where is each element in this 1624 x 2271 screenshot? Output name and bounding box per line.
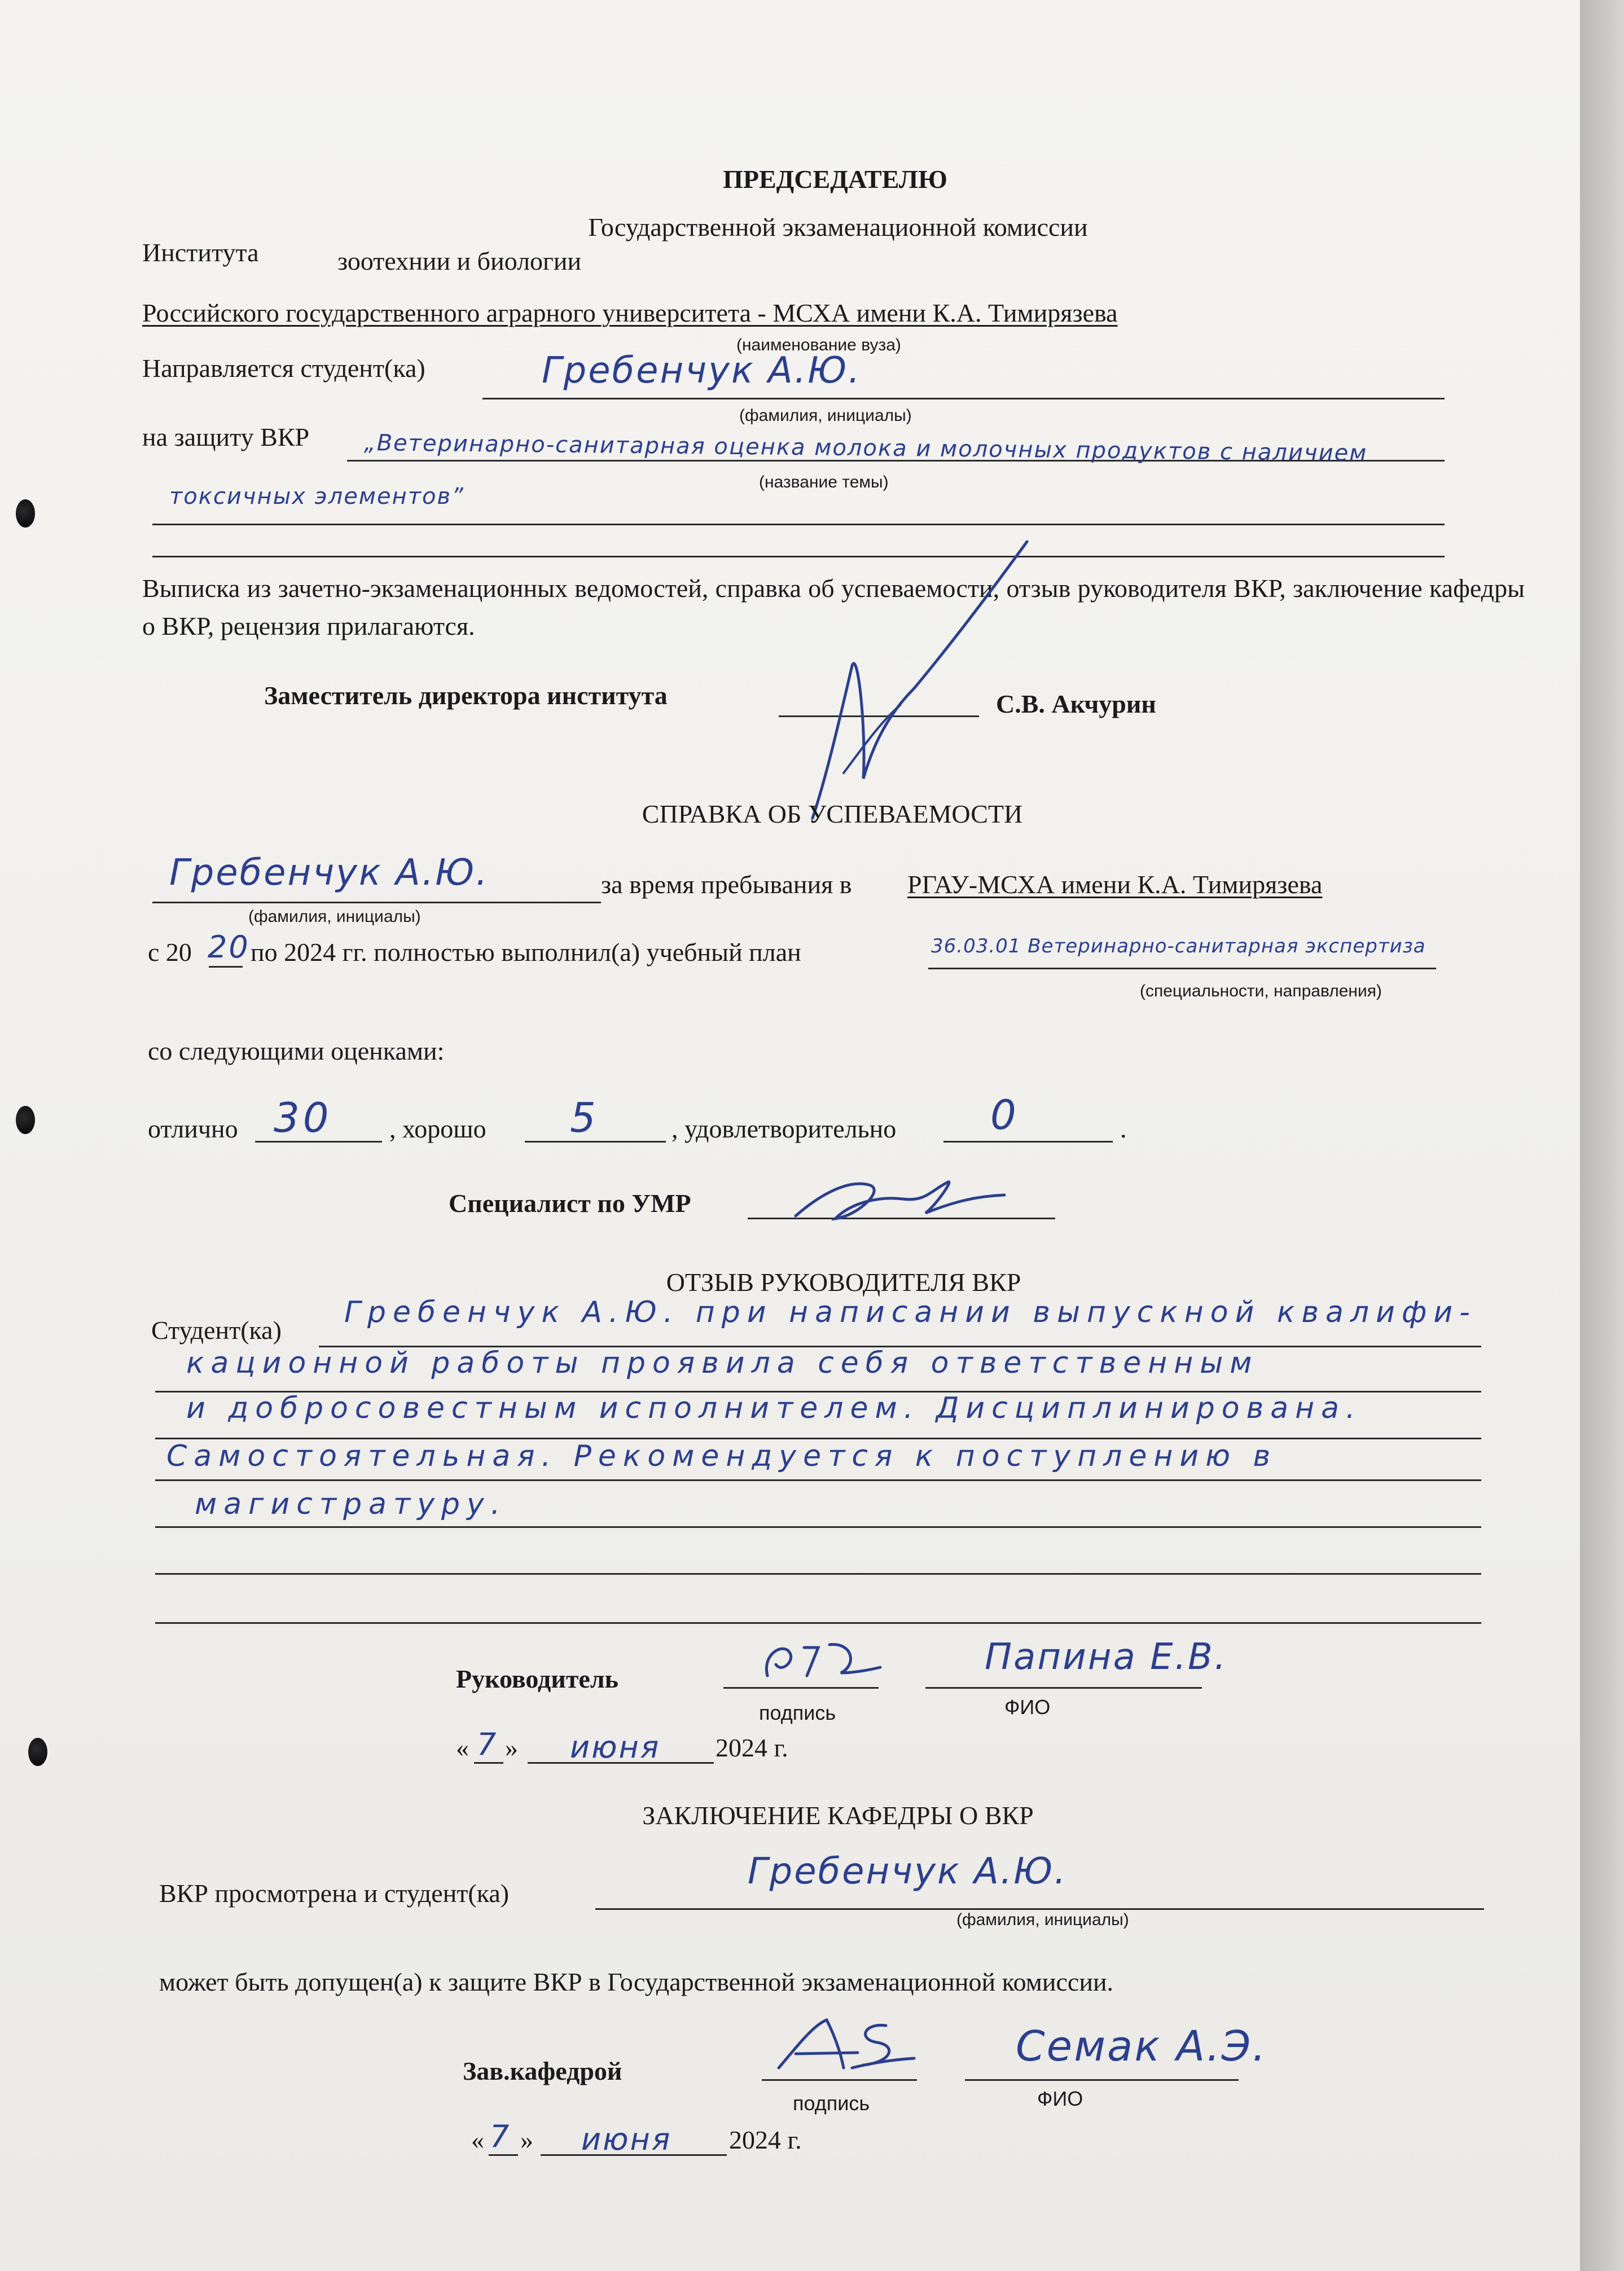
satisfactory-value: 0 <box>990 1091 1020 1139</box>
head-date-open: « <box>471 2125 484 2154</box>
attachments-sentence: Выписка из зачетно-экзаменационных ведомостей, справка об успеваемости, отзыв руководителя ВКР, заключение кафедры о ВКР, рецензия прилагаются. <box>142 574 1525 640</box>
head-name-handwritten: Семак А.Э. <box>1016 2022 1267 2071</box>
supervisor-date-day-line <box>474 1762 503 1764</box>
supervisor-signature-line <box>723 1687 879 1689</box>
head-date-month: июня <box>581 2121 672 2157</box>
deputy-signature <box>745 525 1038 841</box>
grades-name-line <box>152 902 601 903</box>
head-date-day-line <box>489 2154 518 2156</box>
satisfactory-label: , удовлетворительно <box>671 1114 897 1143</box>
supervisor-name-caption: ФИО <box>1004 1695 1051 1719</box>
specialty-handwritten: 36.03.01 Ветеринарно-санитарная экспертиза <box>931 935 1426 957</box>
review-text-line-4: Самостоятельная. Рекомендуется к поступлению в <box>166 1439 1278 1473</box>
university-caption: (наименование вуза) <box>736 336 901 354</box>
supervisor-date-close: » <box>505 1733 518 1762</box>
institute-name: зоотехнии и биологии <box>337 247 582 275</box>
stay-text: за время пребывания в <box>601 870 852 899</box>
head-signature-caption: подпись <box>793 2092 870 2115</box>
student-label: Направляется студент(ка) <box>142 354 425 383</box>
student-name-line <box>482 398 1445 399</box>
period-year-handwritten: 20 <box>208 929 250 965</box>
specialty-line <box>928 968 1436 969</box>
review-text-line-5: магистратуру. <box>195 1487 507 1521</box>
review-line-7 <box>155 1622 1481 1624</box>
conclusion-student-name-handwritten: Гребенчук А.Ю. <box>748 1851 1068 1892</box>
grades-title: СПРАВКА ОБ УСПЕВАЕМОСТИ <box>642 800 1023 828</box>
head-date-year: 2024 г. <box>729 2125 802 2154</box>
head-name-caption: ФИО <box>1037 2087 1083 2110</box>
supervisor-name-line <box>925 1687 1202 1689</box>
reviewed-label: ВКР просмотрена и студент(ка) <box>159 1879 510 1908</box>
excellent-value: 30 <box>274 1094 332 1141</box>
good-label: , хорошо <box>389 1114 486 1143</box>
review-text-line-2: кационной работы проявила себя ответственным <box>186 1346 1259 1380</box>
student-name-handwritten: Гребенчук А.Ю. <box>542 350 862 392</box>
review-student-label: Студент(ка) <box>151 1316 282 1345</box>
head-name-line <box>965 2079 1239 2081</box>
satisfactory-line <box>943 1141 1113 1143</box>
grades-student-name-handwritten: Гребенчук А.Ю. <box>169 852 489 894</box>
head-label: Зав.кафедрой <box>463 2057 622 2085</box>
deputy-label: Заместитель директора института <box>264 681 668 710</box>
period-year-line <box>209 966 243 968</box>
review-text-line-3: и добросовестным исполнителем. Дисциплинирована. <box>186 1391 1362 1425</box>
period-prefix: с 20 <box>148 938 192 967</box>
period-suffix: по 2024 гг. полностью выполнил(а) учебный план <box>251 938 801 967</box>
good-value: 5 <box>570 1094 599 1141</box>
supervisor-date-year: 2024 г. <box>716 1733 788 1762</box>
punch-hole <box>16 499 35 528</box>
conclusion-student-caption: (фамилия, инициалы) <box>956 1910 1129 1929</box>
head-signature <box>773 2009 920 2082</box>
specialist-signature <box>784 1162 1010 1230</box>
conclusion-title: ЗАКЛЮЧЕНИЕ КАФЕДРЫ О ВКР <box>642 1801 1034 1830</box>
review-title: ОТЗЫВ РУКОВОДИТЕЛЯ ВКР <box>666 1268 1021 1297</box>
thesis-title-line-1: „Ветеринарно-санитарная оценка молока и молочных продуктов с наличием <box>363 430 1368 467</box>
commission-name: Государственной экзаменационной комиссии <box>588 213 1088 241</box>
punch-hole <box>28 1738 47 1766</box>
head-date-day: 7 <box>490 2119 511 2154</box>
thesis-label: на защиту ВКР <box>142 423 310 451</box>
thesis-title-line-2: токсичных элементов” <box>169 484 464 509</box>
head-date-close: » <box>520 2125 533 2154</box>
conclusion-name-line <box>595 1908 1484 1910</box>
student-caption: (фамилия, инициалы) <box>739 406 912 425</box>
grades-end-dot: . <box>1120 1114 1127 1143</box>
review-line-4 <box>155 1479 1481 1481</box>
punch-hole <box>16 1106 35 1134</box>
specialty-caption: (специальности, направления) <box>1140 982 1382 1000</box>
supervisor-signature-caption: подпись <box>759 1701 836 1724</box>
supervisor-date-month: июня <box>570 1729 661 1765</box>
thesis-caption: (название темы) <box>759 473 889 491</box>
institute-label: Института <box>142 238 259 267</box>
deputy-name: С.В. Акчурин <box>996 689 1156 718</box>
supervisor-label: Руководитель <box>456 1664 618 1693</box>
grades-student-caption: (фамилия, инициалы) <box>248 907 421 926</box>
header-title: ПРЕДСЕДАТЕЛЮ <box>723 165 947 194</box>
supervisor-name-handwritten: Папина Е.В. <box>985 1636 1228 1678</box>
supervisor-date-open: « <box>456 1733 469 1762</box>
review-line-6 <box>155 1573 1481 1575</box>
university-name: Российского государственного аграрного университета - МСХА имени К.А. Тимирязева <box>142 298 1118 327</box>
review-line-5 <box>155 1526 1481 1528</box>
university-short: РГАУ-МСХА имени К.А. Тимирязева <box>907 870 1323 899</box>
supervisor-date-day: 7 <box>477 1727 498 1762</box>
page-edge-shadow <box>1580 0 1624 2271</box>
with-grades-text: со следующими оценками: <box>148 1036 445 1065</box>
admitted-text: может быть допущен(а) к защите ВКР в Государственной экзаменационной комиссии. <box>159 1967 1114 1996</box>
review-text-line-1: Гребенчук А.Ю. при написании выпускной квалифи- <box>344 1295 1477 1329</box>
excellent-label: отлично <box>148 1114 238 1143</box>
supervisor-signature <box>750 1631 886 1687</box>
specialist-label: Специалист по УМР <box>449 1189 691 1218</box>
